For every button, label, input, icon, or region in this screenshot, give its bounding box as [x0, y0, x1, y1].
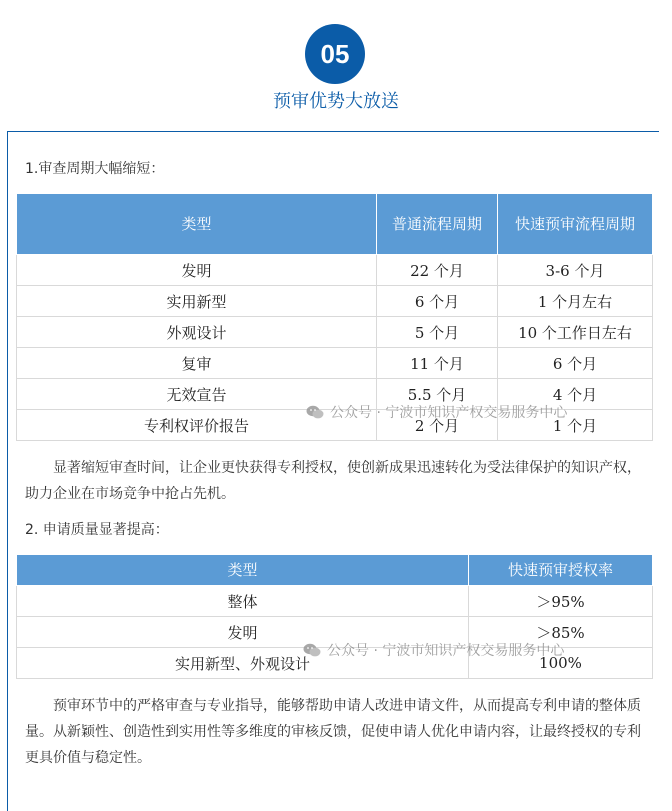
wechat-icon	[303, 643, 321, 657]
cell-type: 实用新型、外观设计	[17, 648, 469, 679]
section-title: 预审优势大放送	[273, 91, 399, 112]
column-header-type: 类型	[17, 194, 377, 255]
watermark-text: 公众号 · 宁波市知识产权交易服务中心	[327, 643, 565, 659]
watermark	[303, 640, 564, 660]
watermark-text: 公众号 · 宁波市知识产权交易服务中心	[330, 405, 568, 421]
paragraph-review-cycle: 显著缩短审查时间，让企业更快获得专利授权，使创新成果迅速转化为受法律保护的知识产权，助力企业在市场竞争中抢占先机。	[25, 460, 641, 502]
section-number: 05	[320, 38, 350, 69]
cell-normal: 11 个月	[377, 348, 498, 379]
column-header-normal-cycle: 普通流程周期	[377, 194, 498, 255]
cell-normal: 2 个月	[377, 410, 498, 441]
heading-quality: 2. 申请质量显著提高：	[25, 522, 169, 538]
table-row	[17, 255, 653, 286]
grant-rate-table	[16, 554, 653, 679]
column-header-grant-rate: 快速预审授权率	[469, 555, 653, 586]
column-header-fast-cycle: 快速预审流程周期	[498, 194, 653, 255]
table-header-row	[17, 555, 653, 586]
cell-fast: 1 个月	[498, 410, 653, 441]
cell-rate: ＞85%	[469, 617, 653, 648]
cell-fast: 1 个月左右	[498, 286, 653, 317]
table-row	[17, 286, 653, 317]
cell-fast: 10 个工作日左右	[498, 317, 653, 348]
table-row	[17, 348, 653, 379]
cell-normal: 5.5 个月	[377, 379, 498, 410]
cell-normal: 5 个月	[377, 317, 498, 348]
cell-rate: ＞95%	[469, 586, 653, 617]
cell-normal: 22 个月	[377, 255, 498, 286]
cell-normal: 6 个月	[377, 286, 498, 317]
cell-type: 发明	[17, 255, 377, 286]
cell-rate: 100%	[469, 648, 653, 679]
table-header-row	[17, 194, 653, 255]
cell-type: 专利权评价报告	[17, 410, 377, 441]
wechat-icon	[306, 405, 324, 419]
cell-fast: 6 个月	[498, 348, 653, 379]
watermark	[306, 402, 567, 422]
cell-fast: 4 个月	[498, 379, 653, 410]
cell-type: 实用新型	[17, 286, 377, 317]
table-row	[17, 586, 653, 617]
paragraph-quality: 预审环节中的严格审查与专业指导，能够帮助申请人改进申请文件，从而提高专利申请的整体质量。从新颖性、创造性到实用性等多维度的审核反馈，促使申请人优化申请内容，让最终授权的专利更具价值与稳定性。	[25, 698, 641, 766]
cell-fast: 3-6 个月	[498, 255, 653, 286]
heading-review-cycle: 1.审查周期大幅缩短：	[25, 161, 165, 177]
cell-type: 整体	[17, 586, 469, 617]
cell-type: 无效宣告	[17, 379, 377, 410]
column-header-type: 类型	[17, 555, 469, 586]
cell-type: 外观设计	[17, 317, 377, 348]
section-number-badge	[305, 24, 365, 84]
cell-type: 复审	[17, 348, 377, 379]
table-row	[17, 317, 653, 348]
cell-type: 发明	[17, 617, 469, 648]
